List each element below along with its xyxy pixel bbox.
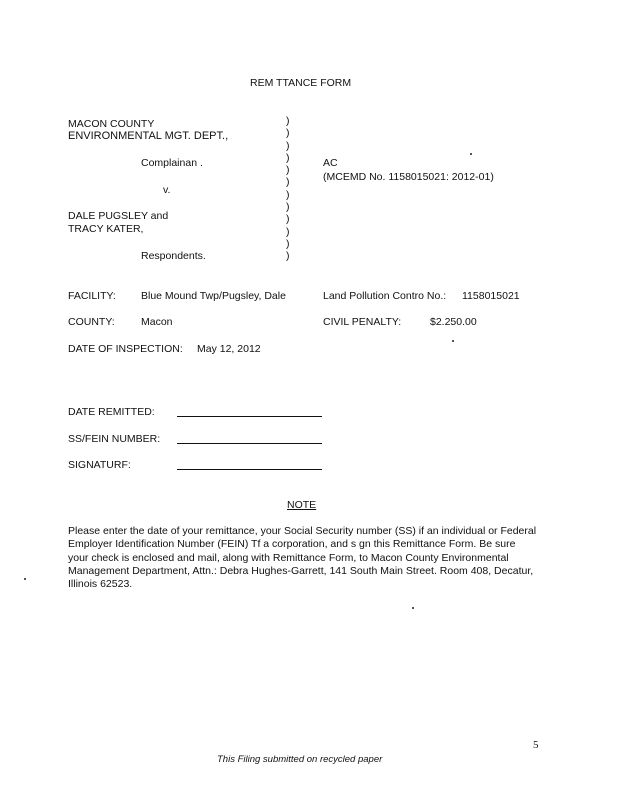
date-remitted-field[interactable]: [177, 416, 322, 417]
county-value: Macon: [141, 316, 173, 328]
note-body: Please enter the date of your remittance, your Social Security number (SS) if an individual or Federal Employer Identification Number (FEIN) Tf a corporation, and s gn this Remittance Form. Be sure your check is enclosed and mail, along with Remittance Form, to Macon County Environmental Management Department, Attn.: Debra Hughes-Garrett, 141 South Main Street. Room 408, Decatur, Illinois 62523.: [68, 525, 537, 591]
civil-penalty-label: CIVIL PENALTY:: [323, 316, 402, 328]
complainant-role: Complainan .: [141, 157, 203, 169]
lpc-number-value: 1158015021: [462, 290, 520, 302]
complainant-name-line1: MACON COUNTY: [68, 118, 155, 130]
inspection-date-label: DATE OF INSPECTION:: [68, 343, 183, 355]
ssn-fein-label: SS/FEIN NUMBER:: [68, 433, 161, 445]
versus-text: v.: [163, 184, 171, 196]
facility-value: Blue Mound Twp/Pugsley, Dale: [141, 290, 286, 302]
case-number: (MCEMD No. 1158015021: 2012-01): [323, 171, 494, 183]
date-remitted-label: DATE REMITTED:: [68, 406, 155, 418]
ssn-fein-field[interactable]: [177, 443, 322, 444]
form-title: REM TTANCE FORM: [250, 77, 352, 89]
respondent-role: Respondents.: [141, 250, 206, 262]
scan-speck: [452, 340, 454, 342]
scan-speck: [24, 578, 26, 580]
complainant-name-line2: ENVIRONMENTAL MGT. DEPT.,: [68, 130, 229, 142]
county-label: COUNTY:: [68, 316, 115, 328]
scan-speck: [470, 153, 472, 155]
civil-penalty-value: $2.250.00: [430, 316, 477, 328]
caption-parenthesis-column: ) ) ) ) ) ) ) ) ) ) ) ): [286, 115, 290, 263]
page-number: 5: [533, 739, 539, 751]
respondent-name-line1: DALE PUGSLEY and: [68, 210, 169, 222]
scan-speck: [412, 607, 414, 609]
inspection-date-value: May 12, 2012: [197, 343, 261, 355]
respondent-name-line2: TRACY KATER,: [68, 223, 144, 235]
lpc-number-label: Land Pollution Contro No.:: [323, 290, 447, 302]
facility-label: FACILITY:: [68, 290, 116, 302]
recycled-paper-footer: This Filing submitted on recycled paper: [217, 754, 383, 765]
case-type: AC: [323, 157, 338, 169]
signature-label: SIGNATURF:: [68, 459, 131, 471]
note-title: NOTE: [287, 499, 317, 511]
signature-field[interactable]: [177, 469, 322, 470]
